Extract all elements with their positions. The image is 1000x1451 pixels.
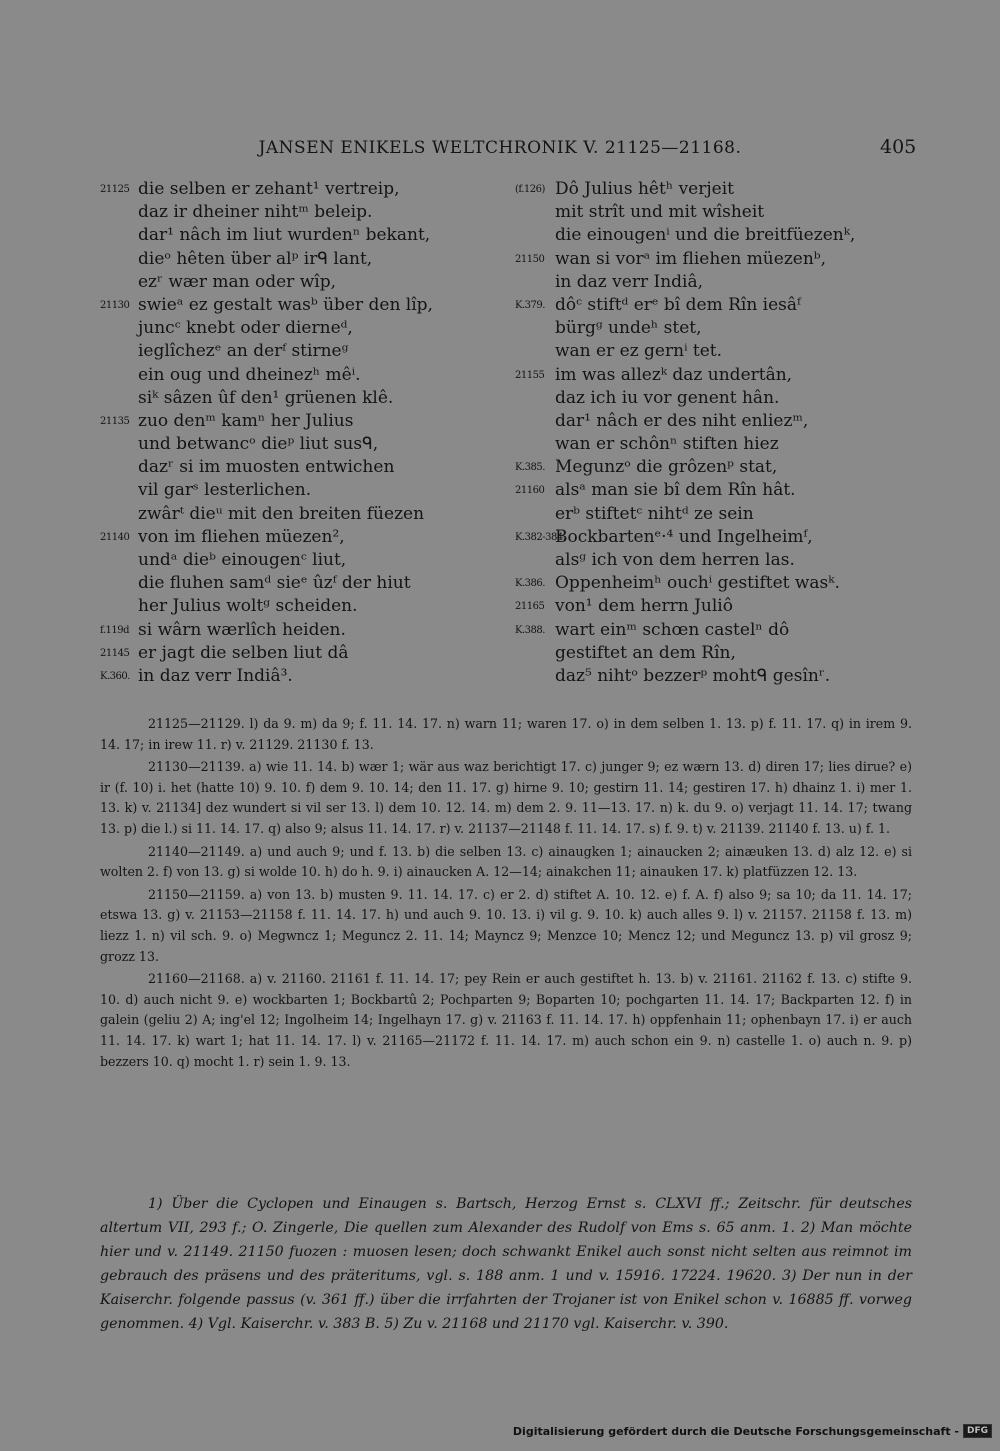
verse-number: 21125 (100, 184, 130, 195)
verse-line (515, 201, 915, 224)
verse-text: zwârᵗ dieᵘ mit den breiten füezen (138, 503, 425, 524)
verse-text: die selben er zehant¹ vertreip, (138, 179, 400, 199)
verse-text: gestiftet an dem Rîn, (555, 642, 736, 663)
verse-line (515, 248, 915, 271)
verse-text: juncᶜ knebt oder dierneᵈ, (138, 318, 353, 339)
verse-number: K.386. (515, 578, 545, 590)
running-header: JANSEN ENIKELS WELTCHRONIK V. 21125—21168. (258, 138, 742, 158)
verse-line (515, 526, 915, 549)
verse-text: er jagt die selben liut dâ (138, 642, 349, 663)
verse-text: daz⁵ nihtᵒ bezzerᵖ mohtᑫ gesînʳ. (555, 665, 831, 686)
verse-text: zuo denᵐ kamⁿ her Julius (138, 410, 354, 431)
verse-text: bürgᵍ undeʰ stet, (555, 318, 702, 339)
verse-text: mit strît und mit wîsheit (555, 202, 765, 223)
verse-line (515, 456, 915, 479)
verse-line (100, 410, 500, 433)
verse-line (515, 595, 915, 618)
verse-number: K.360. (100, 670, 130, 682)
verse-number: K.388. (515, 624, 545, 636)
verse-line (100, 387, 500, 410)
apparatus-paragraph: 21130—21139. a) wie 11. 14. b) wær 1; wär aus waz berichtigt 17. c) junger 9; ez wærn 13. d) diren 17; lies dirue? e) ir (f. 10) i. het (hatte 10) 9. 10. f) dem 9. 10. 14; den 11. 17. g) hirne 9. 10; gestirn 11. 14; gestiren 17. h) dhainz 1. i) mer 1. 13. k) v. 21134] dez wundert si vil ser 13. l) dem 10. 12. 14. m) dem 2. 9. 11—13. 17. n) k. du 9. o) verjagt 11. 14. 17; twang 13. p) die l.) si 11. 14. 17. q) also 9; alsus 11. 14. 17. r) v. 21137—21148 f. 11. 14. 17. s) f. 9. t) v. 21139. 21140 f. 13. u) f. 1. (100, 759, 912, 836)
verse-text: Bockbartenᵉ·⁴ und Ingelheimᶠ, (555, 526, 813, 547)
verse-text: in daz verr Indiâ, (555, 271, 704, 292)
apparatus-paragraph: 21140—21149. a) und auch 9; und f. 13. b) die selben 13. c) ainaugken 1; ainaucken 2; ainæuken 13. d) alz 12. e) si wolten 2. f) von 13. g) si wolde 10. h) do h. 9. i) ainaucken A. 12—14; ainakchen 11; ainauken 17. k) platfüzzen 12. 13. (100, 843, 912, 880)
verse-line (100, 526, 500, 549)
verse-line (515, 364, 915, 387)
apparatus-paragraph: 21150—21159. a) von 13. b) musten 9. 11. 14. 17. c) er 2. d) stiftet A. 10. 12. e) f. A. f) also 9; sa 10; da 11. 14. 17; etswa 13. g) v. 21153—21158 f. 11. 14. 17. h) und auch 9. 10. 13. i) vil g. 9. 10. k) auch alles 9. l) v. 21157. 21158 f. 13. m) liezz 1. n) vil sch. 9. o) Megwncz 1; Meguncz 2. 11. 14; Mayncz 9; Menzce 10; Mencz 12; und Meguncz 13. p) vil grosz 9; grozz 13. (100, 886, 912, 964)
verse-text: dar¹ nâch er des niht enliezᵐ, (555, 410, 809, 431)
verse-line (515, 619, 915, 642)
verse-number: 21155 (515, 369, 545, 381)
critical-apparatus (100, 714, 912, 1074)
verse-line (515, 224, 915, 247)
verse-text: undᵃ dieᵇ einougenᶜ liut, (138, 550, 347, 570)
verse-text: alsᵍ ich von dem herren las. (555, 550, 795, 570)
verse-text: erᵇ stiftetᶜ nihtᵈ ze sein (555, 503, 754, 524)
verse-column-right (515, 178, 915, 688)
verse-number: 21140 (100, 531, 130, 543)
verse-number: K.379. (515, 299, 545, 311)
verse-line (515, 549, 915, 572)
verse-number: 21145 (100, 647, 130, 659)
verse-text: si wârn wærlîch heiden. (138, 619, 346, 640)
verse-line (515, 572, 915, 595)
verse-text: wart einᵐ schœn castelⁿ dô (555, 619, 790, 640)
verse-number: 21160 (515, 485, 545, 497)
verse-line (100, 549, 500, 572)
verse-text: daz ir dheiner nihtᵐ beleip. (138, 202, 373, 223)
verse-line (100, 433, 500, 456)
dfg-logo: DFG (963, 1424, 992, 1438)
verse-text: swieᵃ ez gestalt wasᵇ über den lîp, (138, 294, 433, 315)
verse-text: vil garˢ lesterlichen. (138, 480, 312, 501)
verse-line (515, 410, 915, 433)
verse-number: 21165 (515, 601, 545, 613)
verse-text: her Julius woltᵍ scheiden. (138, 596, 358, 617)
verse-line (515, 317, 915, 340)
apparatus-paragraph: 21125—21129. l) da 9. m) da 9; f. 11. 14. 17. n) warn 11; waren 17. o) in dem selben 1. 13. p) f. 11. 17. q) in irem 9. 14. 17; in irew 11. r) v. 21129. 21130 f. 13. (100, 716, 912, 752)
verse-column-left (100, 178, 500, 688)
verse-text: dazʳ si im muosten entwichen (138, 457, 395, 478)
verse-line (515, 503, 915, 526)
verse-text: dar¹ nâch im liut wurdenⁿ bekant, (138, 225, 431, 246)
verse-text: wan er schônⁿ stiften hiez (555, 434, 779, 455)
verse-line (100, 572, 500, 595)
verse-text: dieᵒ hêten über alᵖ irᑫ lant, (138, 248, 373, 269)
verse-text: ein oug und dheinezʰ mêⁱ. (138, 364, 361, 385)
verse-text: von im fliehen müezen², (138, 526, 345, 547)
verse-text: Dô Julius hêtʰ verjeit (555, 179, 734, 199)
verse-text: dôᶜ stiftᵈ erᵉ bî dem Rîn iesâᶠ (555, 294, 801, 315)
page-number: 405 (880, 136, 917, 158)
verse-number: f.119d (100, 624, 130, 636)
footnote-paragraph: 1) Über die Cyclopen und Einaugen s. Bartsch, Herzog Ernst s. CLXVI ff.; Zeitschr. für deutsches altertum VII, 293 f.; O. Zingerle, Die quellen zum Alexander des Rudolf von Ems s. 65 anm. 1. 2) Man möchte hier und v. 21149. 21150 fuozen : muosen lesen; doch schwankt Enikel auch sonst nicht selten aus reimnot im gebrauch des präsens und des präteritums, vgl. s. 188 anm. 1 und v. 15916. 17224. 19620. 3) Der nun in der Kaiserchr. folgende passus (v. 361 ff.) über die irrfahrten der Trojaner ist von Enikel schon v. 16885 ff. vorweg genommen. 4) Vgl. Kaiserchr. v. 383 B. 5) Zu v. 21168 und 21170 vgl. Kaiserchr. v. 390. (100, 1196, 912, 1332)
verse-line (100, 456, 500, 479)
footer-text: Digitalisierung gefördert durch die Deutsche Forschungsgemeinschaft - (512, 1424, 959, 1438)
verse-line (100, 364, 500, 387)
verse-line (100, 248, 500, 271)
verse-line (100, 479, 500, 502)
verse-line (100, 201, 500, 224)
verse-line (100, 619, 500, 642)
verse-number: 21130 (100, 299, 130, 311)
verse-line (515, 340, 915, 363)
verse-text: von¹ dem herrn Juliô (555, 596, 733, 617)
verse-line (100, 178, 500, 201)
footnotes (100, 1192, 912, 1336)
verse-text: Megunzᵒ die grôzenᵖ stat, (555, 457, 778, 478)
verse-number: K.385. (515, 462, 545, 474)
verse-line (515, 433, 915, 456)
verse-line (100, 503, 500, 526)
verse-line (100, 595, 500, 618)
verse-line (100, 665, 500, 688)
verse-text: alsᵃ man sie bî dem Rîn hât. (555, 480, 796, 501)
verse-number: (f.126) (515, 184, 545, 195)
verse-line (100, 271, 500, 294)
verse-text: Oppenheimʰ ouchⁱ gestiftet wasᵏ. (555, 573, 840, 594)
verse-number: 21135 (100, 415, 130, 427)
verse-line (515, 642, 915, 665)
verse-line (515, 178, 915, 201)
verse-text: die fluhen samᵈ sieᵉ ûzᶠ der hiut (138, 573, 411, 594)
verse-text: siᵏ sâzen ûf den¹ grüenen klê. (138, 387, 394, 408)
verse-line (515, 479, 915, 502)
verse-text: wan er ez gernⁱ tet. (555, 341, 723, 362)
verse-line (515, 271, 915, 294)
verse-text: die einougenⁱ und die breitfüezenᵏ, (555, 225, 856, 246)
verse-text: daz ich iu vor genent hân. (555, 387, 780, 408)
verse-line (515, 387, 915, 410)
verse-line (100, 317, 500, 340)
digitization-footer (513, 1424, 992, 1438)
verse-line (100, 642, 500, 665)
verse-text: in daz verr Indiâ³. (138, 665, 293, 686)
verse-text: ieglîchezᵉ an derᶠ stirneᵍ (138, 341, 349, 362)
verse-text: im was allezᵏ daz undertân, (555, 364, 793, 385)
verse-number: 21150 (515, 253, 545, 265)
verse-line (100, 294, 500, 317)
verse-line (515, 665, 915, 688)
verse-line (100, 340, 500, 363)
verse-text: ezʳ wær man oder wîp, (138, 271, 336, 292)
verse-number: K.382-384. (515, 531, 566, 543)
verse-line (515, 294, 915, 317)
verse-text: und betwancᵒ dieᵖ liut susᑫ, (138, 434, 379, 455)
verse-text: wan si vorᵃ im fliehen müezenᵇ, (555, 248, 826, 269)
verse-line (100, 224, 500, 247)
apparatus-paragraph: 21160—21168. a) v. 21160. 21161 f. 11. 14. 17; pey Rein er auch gestiftet h. 13. b) v. 21161. 21162 f. 13. c) stifte 9. 10. d) auch nicht 9. e) wockbarten 1; Bockbartû 2; Pochparten 9; Boparten 10; pochgarten 11. 14. 17; Backparten 12. f) in galein (geliu 2) A; ing'el 12; Ingolheim 14; Ingelhayn 17. g) v. 21163 f. 11. 14. 17. h) oppfenhain 11; ophenbayn 17. i) er auch 11. 14. 17. k) wart 1; hat 11. 14. 17. l) v. 21165—21172 f. 11. 14. 17. m) auch schon ein 9. n) castelle 1. o) auch n. 9. p) bezzers 10. q) mocht 1. r) sein 1. 9. 13. (100, 971, 912, 1069)
